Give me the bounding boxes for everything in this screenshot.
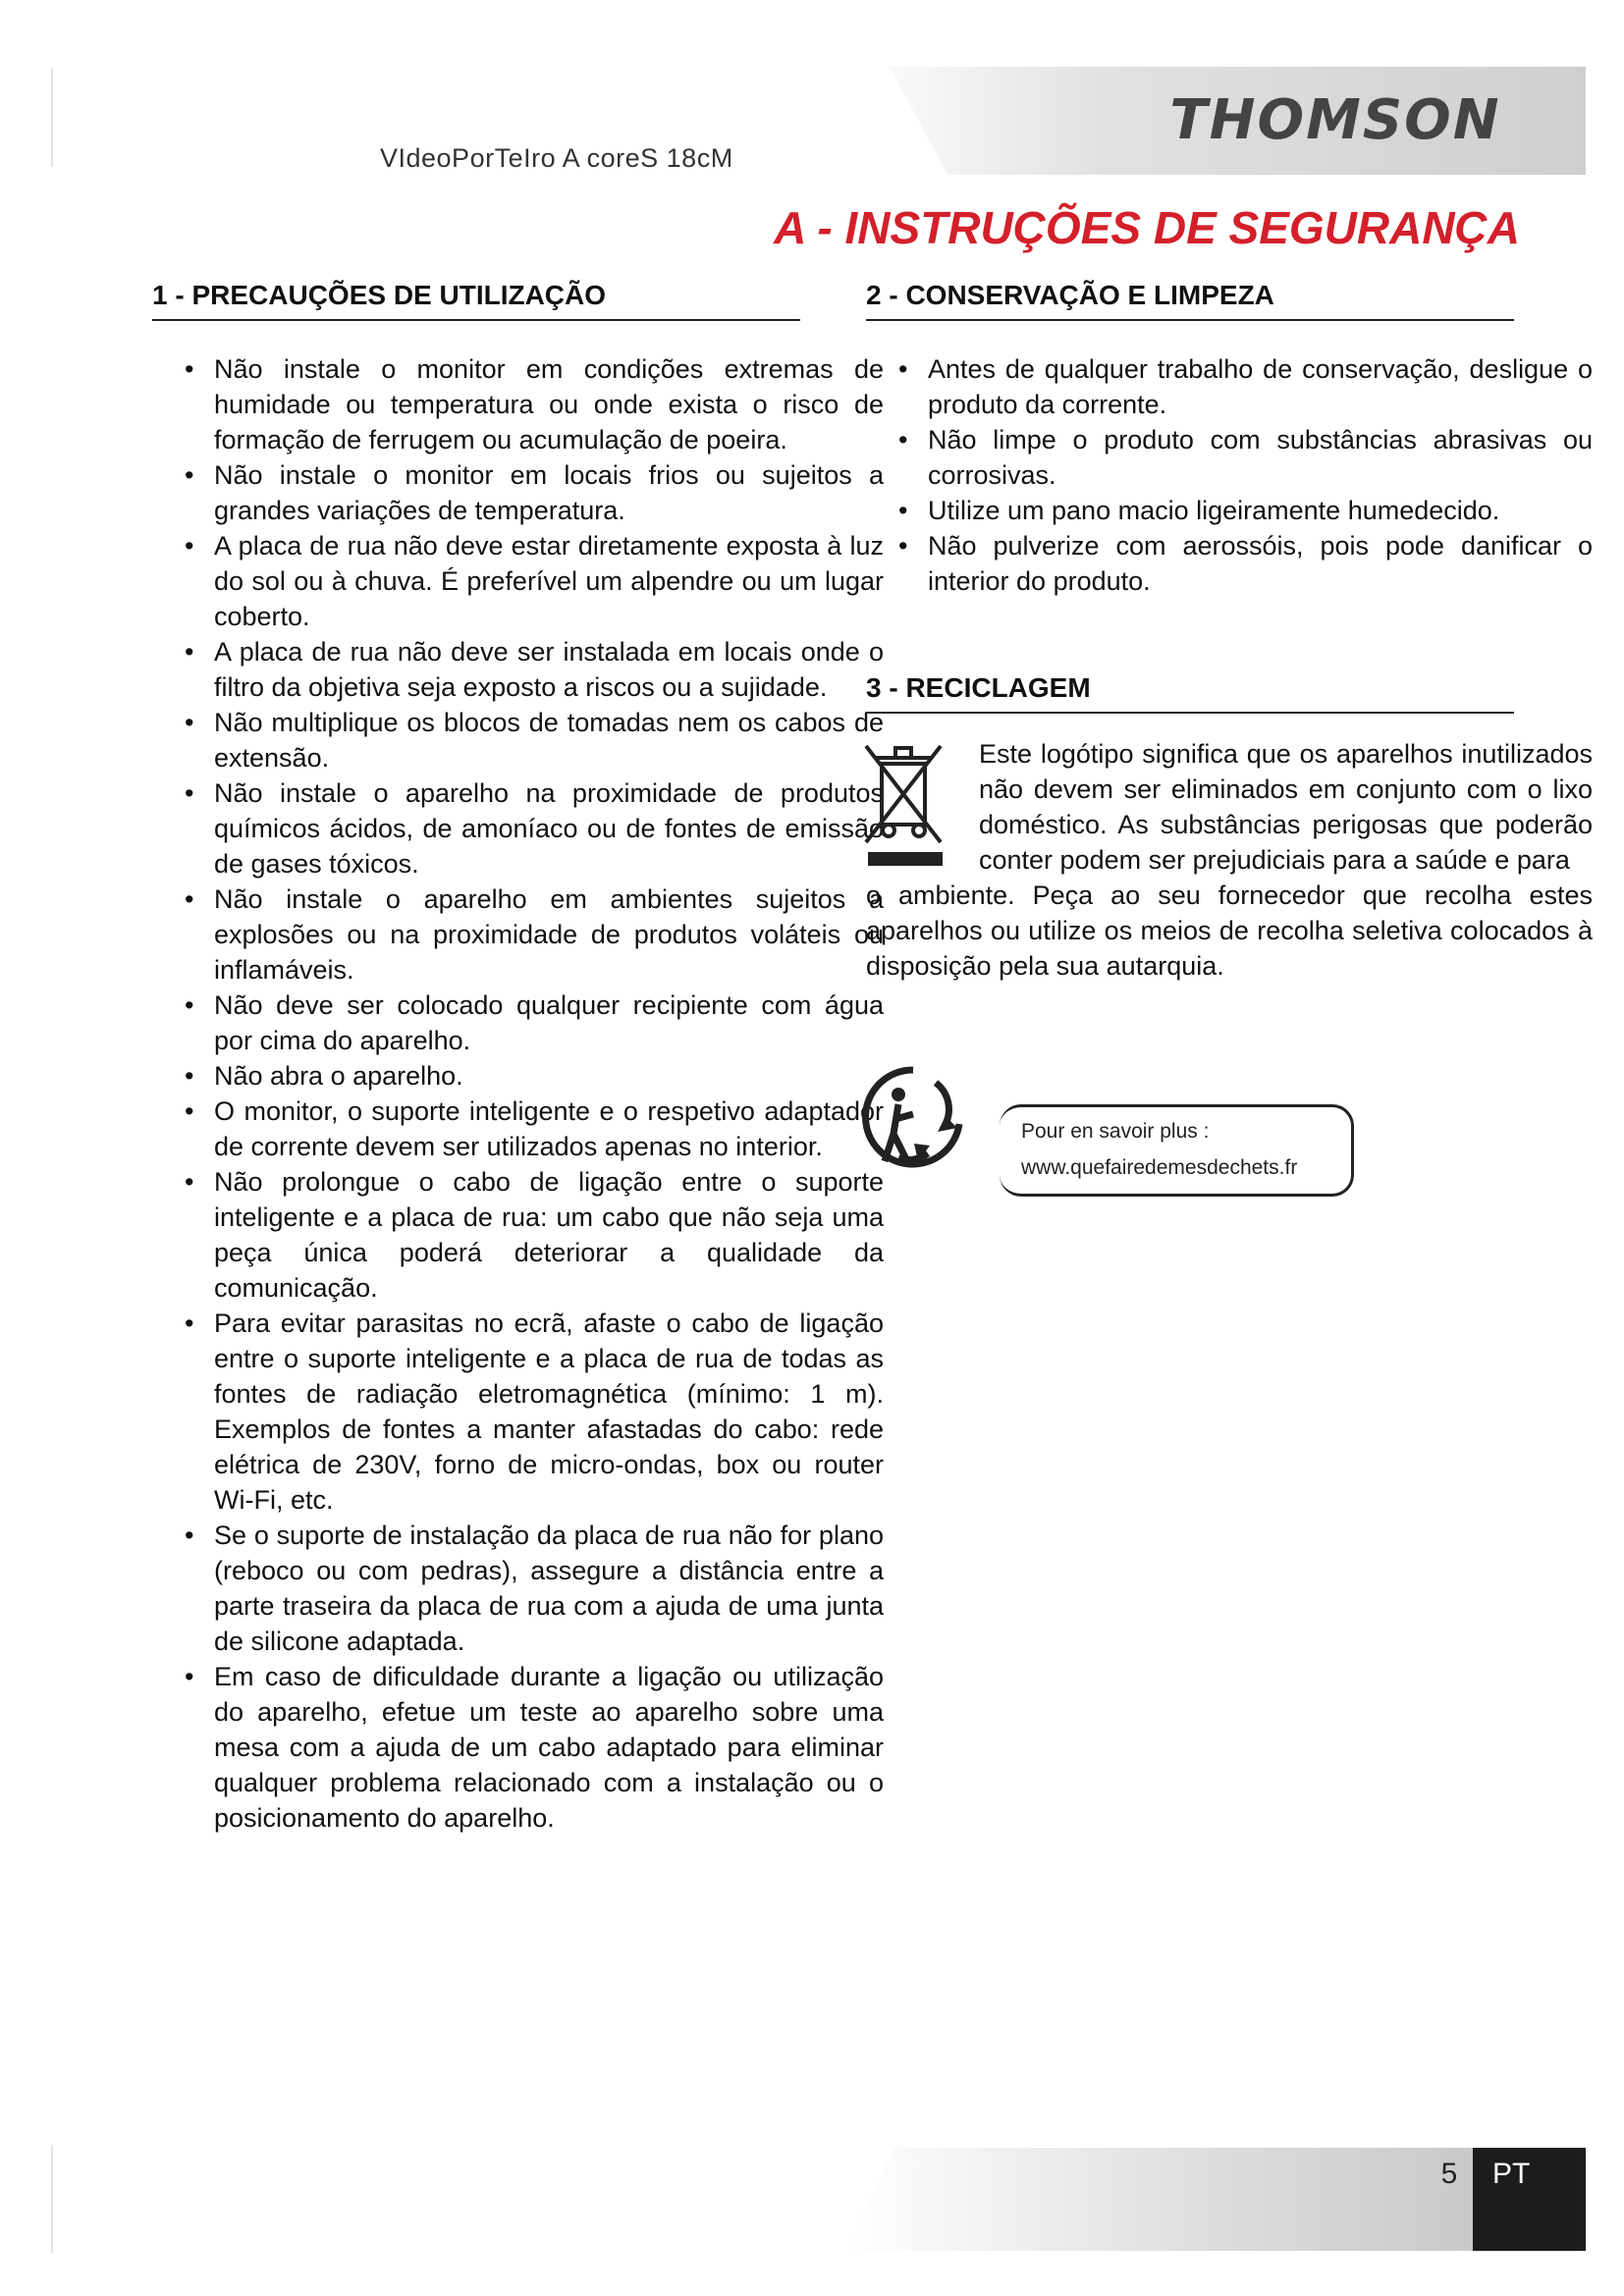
brand-logo: THOMSON: [1169, 88, 1501, 152]
section-heading-recycling: 3 - RECICLAGEM: [866, 672, 1514, 714]
list-item-text: Não instale o aparelho na proximidade de produtos químicos ácidos, de amoníaco ou de fontes de emissão de gases tóxicos.: [214, 778, 884, 879]
list-item-text: Antes de qualquer trabalho de conservação, desligue o produto da corrente.: [928, 354, 1593, 419]
list-item: [866, 528, 1593, 599]
list-item-text: A placa de rua não deve ser instalada em locais onde o filtro da objetiva seja exposto a riscos ou a sujidade.: [214, 637, 884, 702]
page-title: A - INSTRUÇÕES DE SEGURANÇA: [774, 202, 1520, 253]
list-item-text: Não instale o monitor em condições extremas de humidade ou temperatura ou onde exista o risco de formação de ferrugem ou acumulação de poeira.: [214, 354, 884, 454]
bullet-icon: •: [898, 531, 908, 561]
list-item-text: Para evitar parasitas no ecrã, afaste o cabo de ligação entre o suporte inteligente e a placa de rua de todas as fontes de radiação eletromagnética (mínimo: 1 m). Exemplos de fontes a manter afastadas do cabo: rede elétrica de 230V, forno de micro-ondas, box ou router Wi-Fi, etc.: [214, 1308, 884, 1515]
bullet-icon: •: [185, 1662, 194, 1691]
list-item: [152, 988, 884, 1058]
list-item-text: Em caso de dificuldade durante a ligação ou utilização do aparelho, efetue um teste ao aparelho sobre uma mesa com a ajuda de um cabo adaptado para eliminar qualquer problema relacionado com a instalação ou o posicionamento do aparelho.: [214, 1662, 884, 1833]
recycling-paragraph: [866, 736, 1593, 984]
list-item: [866, 422, 1593, 493]
recycling-info-box: [1000, 1104, 1354, 1197]
list-item: [152, 1094, 884, 1164]
language-badge: [1473, 2148, 1586, 2251]
list-item: [152, 1164, 884, 1306]
list-item-text: A placa de rua não deve estar diretamente exposta à luz do sol ou à chuva. É preferível um alpendre ou um lugar coberto.: [214, 531, 884, 631]
section-heading-maintenance: 2 - CONSERVAÇÃO E LIMPEZA: [866, 280, 1514, 321]
bullet-icon: •: [185, 1308, 194, 1338]
list-item: [866, 351, 1593, 422]
maintenance-list: [866, 351, 1593, 599]
bullet-icon: •: [185, 354, 194, 384]
list-item-text: Não instale o monitor em locais frios ou sujeitos a grandes variações de temperatura.: [214, 460, 884, 525]
list-item: [152, 775, 884, 881]
recycling-info-label: Pour en savoir plus :: [1021, 1120, 1210, 1143]
bullet-icon: •: [185, 460, 194, 490]
page-number: 5: [1440, 2158, 1458, 2190]
list-item-text: Não multiplique os blocos de tomadas nem os cabos de extensão.: [214, 708, 884, 773]
list-item-text: Não deve ser colocado qualquer recipiente com água por cima do aparelho.: [214, 990, 884, 1055]
left-edge-mark-top: [51, 69, 53, 167]
bullet-icon: •: [185, 1167, 194, 1197]
bullet-icon: •: [185, 1521, 194, 1550]
bullet-icon: •: [898, 496, 908, 525]
list-item: [152, 1659, 884, 1836]
list-item-text: Utilize um pano macio ligeiramente humedecido.: [928, 496, 1500, 525]
footer-gradient-band: [844, 2148, 1473, 2251]
precautions-list: [152, 351, 884, 1836]
list-item: [152, 1306, 884, 1518]
list-item-text: Não instale o aparelho em ambientes sujeitos a explosões ou na proximidade de produtos voláteis ou inflamáveis.: [214, 884, 884, 985]
bullet-icon: •: [185, 531, 194, 561]
list-item: [866, 493, 1593, 528]
list-item: [152, 1518, 884, 1659]
list-item: [152, 881, 884, 988]
list-item: [152, 457, 884, 528]
recycling-info-url: www.quefairedemesdechets.fr: [1021, 1156, 1298, 1179]
list-item: [152, 351, 884, 457]
list-item: [152, 528, 884, 634]
bullet-icon: •: [185, 708, 194, 737]
bullet-icon: •: [185, 1096, 194, 1126]
bullet-icon: •: [185, 1061, 194, 1091]
recycling-text-part1: Este logótipo significa que os aparelhos inutilizados não devem ser eliminados em conjunto com o lixo doméstico. As substâncias perigosas que poderão conter podem ser prejudiciais para a saúde e para: [979, 739, 1593, 875]
bullet-icon: •: [185, 990, 194, 1020]
recycling-text-part2: o ambiente. Peça ao seu fornecedor que recolha estes aparelhos ou utilize os meios de recolha seletiva colocados à disposição pela sua autarquia.: [866, 881, 1593, 981]
list-item-text: Não prolongue o cabo de ligação entre o suporte inteligente e a placa de rua: um cabo que não seja uma peça única poderá deteriorar a qualidade da comunicação.: [214, 1167, 884, 1303]
language-code: PT: [1492, 2158, 1531, 2190]
left-edge-mark-bottom: [51, 2145, 53, 2253]
product-name: VIdeoPorTeIro A coreS 18cM: [380, 143, 733, 173]
section-heading-precautions: 1 - PRECAUÇÕES DE UTILIZAÇÃO: [152, 280, 800, 321]
list-item-text: O monitor, o suporte inteligente e o respetivo adaptador de corrente devem ser utilizados apenas no interior.: [214, 1096, 884, 1161]
bullet-icon: •: [185, 778, 194, 808]
list-item: [152, 705, 884, 775]
bullet-icon: •: [185, 637, 194, 667]
bullet-icon: •: [185, 884, 194, 914]
list-item-text: Se o suporte de instalação da placa de rua não for plano (reboco ou com pedras), assegure a distância entre a parte traseira da placa de rua com a ajuda de uma junta de silicone adaptada.: [214, 1521, 884, 1656]
bullet-icon: •: [898, 425, 908, 454]
bullet-icon: •: [898, 354, 908, 384]
list-item: [152, 634, 884, 705]
list-item-text: Não pulverize com aerossóis, pois pode danificar o interior do produto.: [928, 531, 1593, 596]
triman-recycle-icon: [859, 1055, 967, 1193]
list-item-text: Não limpe o produto com substâncias abrasivas ou corrosivas.: [928, 425, 1593, 490]
list-item-text: Não abra o aparelho.: [214, 1061, 463, 1091]
list-item: [152, 1058, 884, 1094]
